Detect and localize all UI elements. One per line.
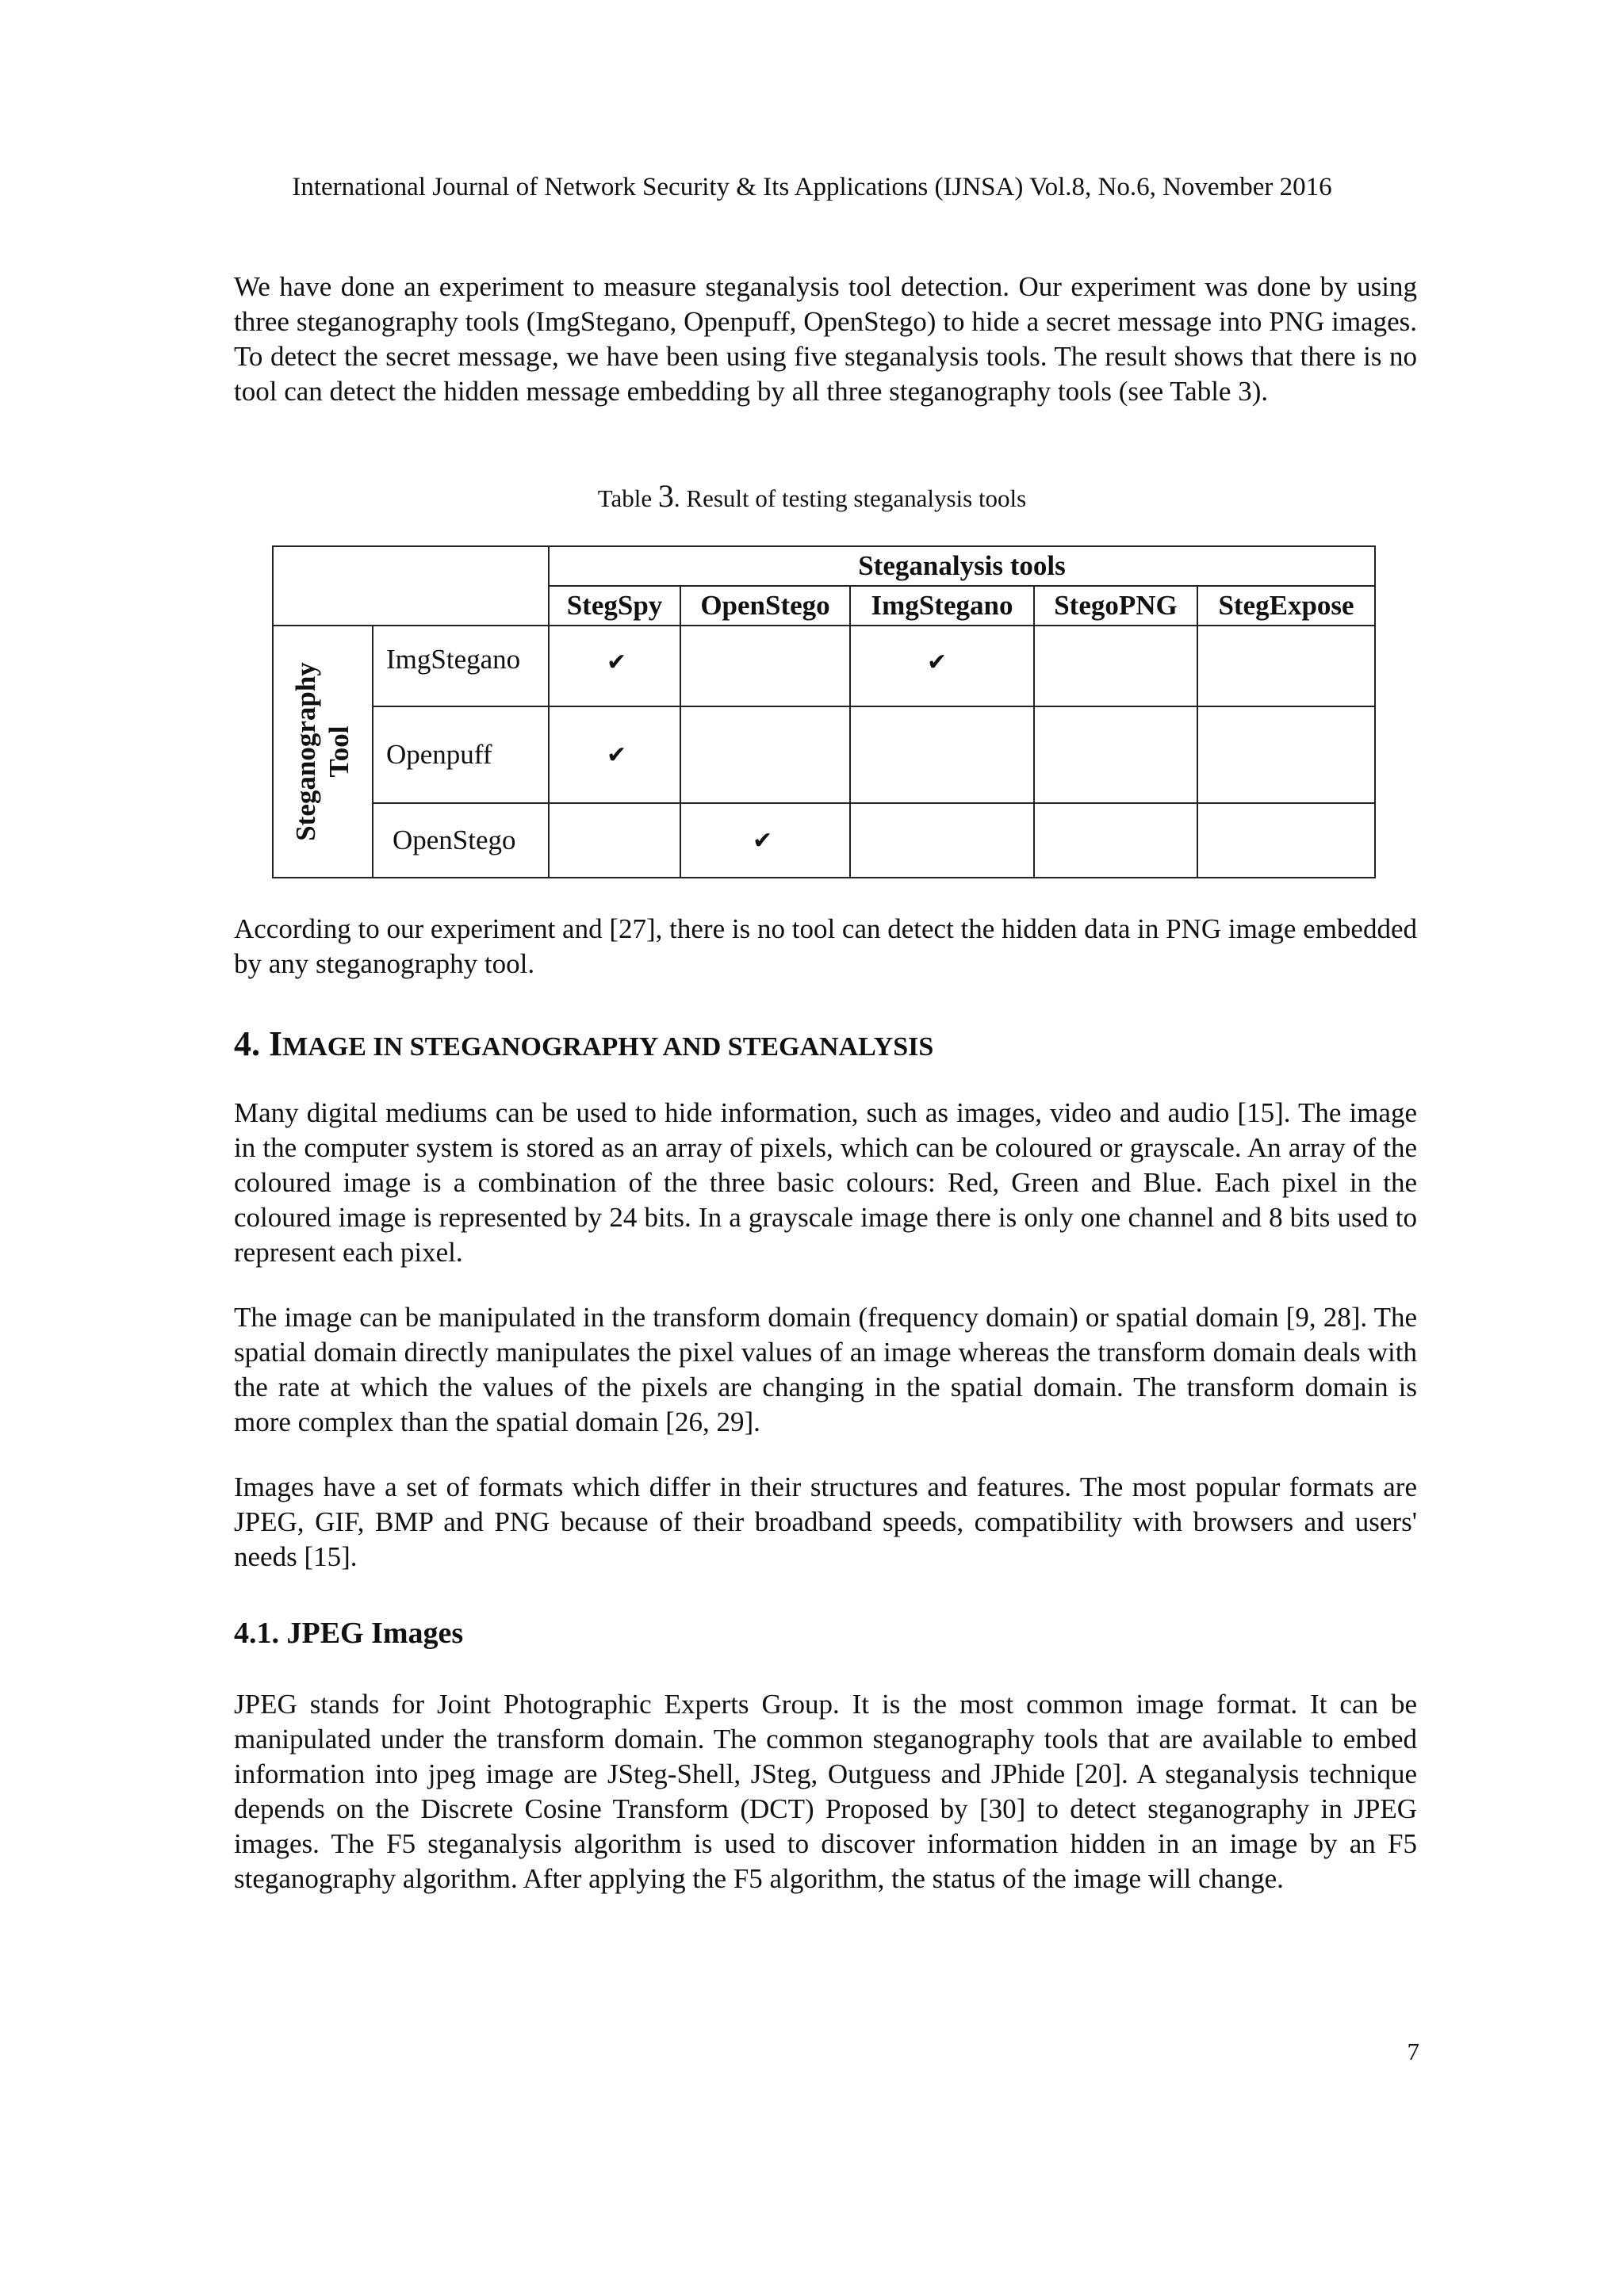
- table-cell: ✔: [548, 706, 681, 804]
- section-4-1-heading: 4.1. JPEG Images: [234, 1617, 464, 1650]
- section-number: 4.: [234, 1024, 269, 1063]
- column-header: OpenStego: [680, 585, 851, 626]
- paragraph-experiment: We have done an experiment to measure steganalysis tool detection. Our experiment was done by using three steganography tools (ImgStegano, Openpuff, OpenStego) to hide a secret message into PNG images. To detect the secret message, we have been using five steganalysis tools. The result shows that there is no tool can detect the hidden message embedding by all three steganography tools (see Table 3).: [234, 271, 1417, 407]
- running-header: International Journal of Network Security & Its Applications (IJNSA) Vol.8, No.6, November 2016: [292, 173, 1332, 201]
- row-label: Openpuff: [372, 706, 550, 804]
- section-title-rest: MAGE IN STEGANOGRAPHY AND STEGANALYSIS: [282, 1032, 934, 1062]
- paragraph-jpeg: JPEG stands for Joint Photographic Experts Group. It is the most common image format. It can be manipulated under the transform domain. The common steganography tools that are available to embed information into jpeg image are JSteg-Shell, JSteg, Outguess and JPhide [20]. A steganalysis technique depends on the Discrete Cosine Transform (DCT) Proposed by [30] to detect steganography in JPEG images. The F5 steganalysis algorithm is used to discover information hidden in an image by an F5 steganography algorithm. After applying the F5 algorithm, the status of the image will change.: [234, 1689, 1417, 1894]
- table-cell: [1033, 802, 1198, 878]
- row-label: ImgStegano: [372, 625, 550, 707]
- table-corner: [272, 545, 550, 626]
- paragraph-image-formats: Images have a set of formats which differ in their structures and features. The most popular formats are JPEG, GIF, BMP and PNG because of their broadband speeds, compatibility with browsers and users' needs [15].: [234, 1471, 1417, 1572]
- steganalysis-tools-header: Steganalysis tools: [548, 545, 1376, 587]
- column-header: StegoPNG: [1033, 585, 1198, 626]
- table-cell: [1197, 706, 1376, 804]
- section-4-heading: [234, 1023, 933, 1069]
- column-header: StegExpose: [1197, 585, 1376, 626]
- caption-text: . Result of testing steganalysis tools: [673, 484, 1027, 512]
- table-cell: [548, 802, 681, 878]
- caption-prefix: Table: [597, 484, 658, 512]
- table-cell: [1197, 802, 1376, 878]
- paragraph-digital-mediums: Many digital mediums can be used to hide information, such as images, video and audio [15]. The image in the computer system is stored as an array of pixels, which can be coloured or grayscale. An array of the coloured image is a combination of the three basic colours: Red, Green and Blue. Each pixel in the coloured image is represented by 24 bits. In a grayscale image there is only one channel and 8 bits used to represent each pixel.: [234, 1097, 1417, 1268]
- row-label: OpenStego: [372, 802, 550, 878]
- table-cell: ✔: [680, 802, 851, 878]
- row-group-line1: Steganography: [290, 662, 321, 841]
- column-header: ImgStegano: [849, 585, 1035, 626]
- table-cell: [849, 706, 1035, 804]
- row-group-line2: Tool: [324, 725, 354, 778]
- caption-number: 3: [657, 478, 674, 514]
- table-cell: [1197, 625, 1376, 707]
- table-cell: [680, 706, 851, 804]
- section-first-letter: I: [269, 1024, 283, 1063]
- page-number: 7: [1407, 2038, 1419, 2065]
- table-cell: [680, 625, 851, 707]
- results-table: [272, 545, 1376, 878]
- table-cell: ✔: [849, 625, 1035, 707]
- table-cell: ✔: [548, 625, 681, 707]
- column-header: StegSpy: [548, 585, 681, 626]
- table-cell: [1033, 625, 1198, 707]
- paragraph-conclusion: According to our experiment and [27], there is no tool can detect the hidden data in PNG image embedded by any steganography tool.: [234, 913, 1417, 979]
- steganography-tool-label: [272, 625, 373, 878]
- table-cell: [1033, 706, 1198, 804]
- table-caption: [0, 480, 1624, 515]
- paragraph-transform-domain: The image can be manipulated in the transform domain (frequency domain) or spatial domain [9, 28]. The spatial domain directly manipulates the pixel values of an image whereas the transform domain deals with the rate at which the values of the pixels are changing in the spatial domain. The transform domain is more complex than the spatial domain [26, 29].: [234, 1302, 1417, 1437]
- table-cell: [849, 802, 1035, 878]
